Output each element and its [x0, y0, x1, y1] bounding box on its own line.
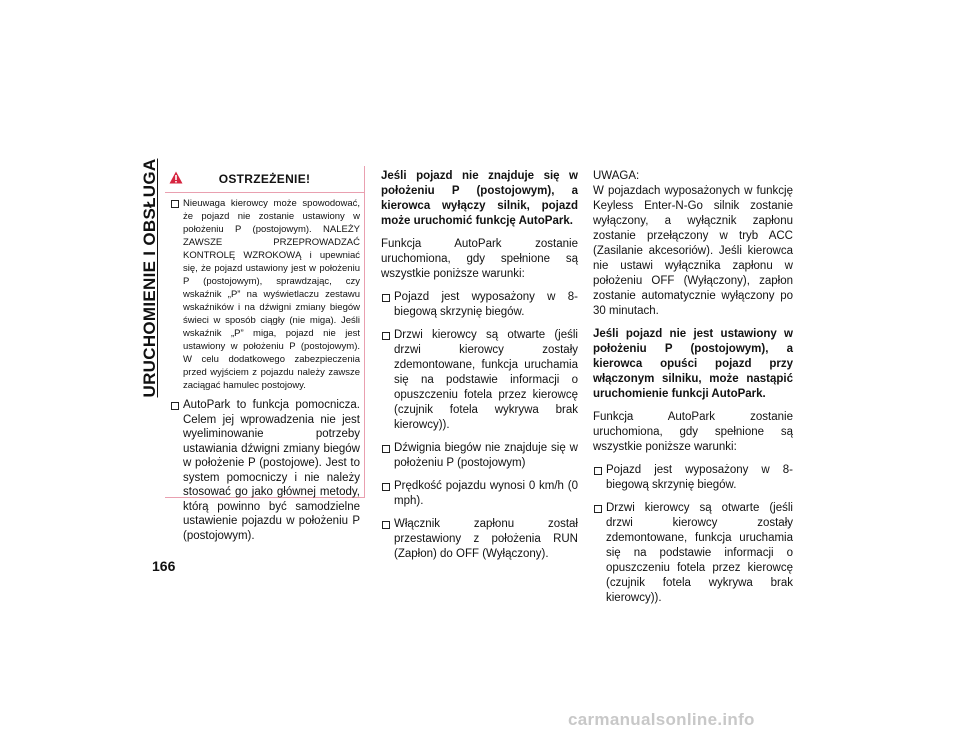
checkbox-bullet-icon — [382, 521, 390, 529]
middle-intro: Funkcja AutoPark zostanie uruchomiona, gdy spełnione są wszystkie poniższe warunki: — [381, 238, 578, 280]
warning-header — [165, 166, 364, 193]
list-item — [381, 517, 578, 562]
list-item — [593, 501, 793, 606]
warning-item — [170, 197, 360, 392]
checkbox-bullet-icon — [171, 200, 179, 208]
warning-title: OSTRZEŻENIE! — [218, 172, 311, 186]
list-item-text: Pojazd jest wyposażony w 8-biegową skrzynię biegów. — [394, 291, 578, 318]
list-item-text: Pojazd jest wyposażony w 8-biegową skrzynię biegów. — [606, 464, 793, 491]
right-column — [593, 169, 793, 614]
list-item-text: Włącznik zapłonu został przestawiony z położenia RUN (Zapłon) do OFF (Wyłączony). — [394, 518, 578, 560]
list-item — [381, 479, 578, 509]
checkbox-bullet-icon — [594, 505, 602, 513]
checkbox-bullet-icon — [171, 402, 179, 410]
middle-column — [381, 169, 578, 570]
list-item — [593, 463, 793, 493]
checkbox-bullet-icon — [382, 332, 390, 340]
checkbox-bullet-icon — [382, 294, 390, 302]
right-intro: Funkcja AutoPark zostanie uruchomiona, gdy spełnione są wszystkie poniższe warunki: — [593, 411, 793, 453]
warning-item-text: AutoPark to funkcja pomocnicza. Celem jej wprowadzenia nie jest wyeliminowanie potrzeby ustawiania dźwigni zmiany biegów w położenie P (postojowe). Jest to system pomocniczy i nie należy stosować go jako głównej metody, którą powinno być samodzielne ustawienie pojazdu w położeniu P (postojowym). — [183, 399, 360, 542]
warning-item — [170, 398, 360, 543]
watermark-text: carmanualsonline.info — [568, 710, 755, 729]
list-item-text: Drzwi kierowcy są otwarte (jeśli drzwi kierowcy zostały zdemontowane, funkcja uruchamia się na podstawie informacji o opuszczeniu fotela przez kierowcę (czujnik fotela wykrywa brak kierowcy)). — [394, 329, 578, 431]
checkbox-bullet-icon — [382, 445, 390, 453]
page-number: 166 — [152, 558, 176, 574]
checkbox-bullet-icon — [594, 467, 602, 475]
list-item-text: Drzwi kierowcy są otwarte (jeśli drzwi kierowcy zostały zdemontowane, funkcja uruchamia się na podstawie informacji o opuszczeniu fotela przez kierowcę (czujnik fotela wykrywa brak kierowcy)). — [606, 502, 793, 604]
warning-item-text: Nieuwaga kierowcy może spowodować, że pojazd nie zostanie ustawiony w położeniu P (postojowym). NALEŻY ZAWSZE PRZEPROWADZAĆ KONTROLĘ WZROKOWĄ i upewniać się, że pojazd ustawiony jest w położeniu P (postojowym), sprawdzając, czy wskaźnik „P” na wyświetlaczu zestawu wskaźników i na dźwigni zmiany biegów świeci w sposób ciągły (nie miga). Jeśli wskaźnik „P” miga, pojazd nie jest ustawiony w położeniu P (postojowym). W celu dodatkowego zabezpieczenia przed wyjściem z pojazdu należy zawsze zaciągać hamulec postojowy. — [183, 198, 360, 391]
note-label: UWAGA: — [593, 170, 640, 182]
list-item-text: Prędkość pojazdu wynosi 0 km/h (0 mph). — [394, 480, 578, 507]
note-text: W pojazdach wyposażonych w funkcję Keyless Enter-N-Go silnik zostanie wyłączony, a wyłącznik zapłonu zostanie przełączony w tryb ACC (Zasilanie akcesoriów). Jeśli kierowca nie ustawi wyłącznika zapłonu w położeniu OFF (Wyłączony), zapłon zostanie automatycznie wyłączony po 30 minutach. — [593, 185, 793, 317]
middle-heading: Jeśli pojazd nie znajduje się w położeniu P (postojowym), a kierowca wyłączy silnik, pojazd może uruchomić funkcję AutoPark. — [381, 170, 578, 227]
right-conditions-list — [593, 463, 793, 606]
middle-conditions-list — [381, 290, 578, 562]
right-heading: Jeśli pojazd nie jest ustawiony w położeniu P (postojowym), a kierowca opuści pojazd przy włączonym silniku, może nastąpić uruchomienie funkcji AutoPark. — [593, 328, 793, 400]
list-item-text: Dźwignia biegów nie znajduje się w położeniu P (postojowym) — [394, 442, 578, 469]
list-item — [381, 441, 578, 471]
section-title-vertical: URUCHOMIENIE I OBSŁUGA — [140, 158, 159, 398]
list-item — [381, 290, 578, 320]
checkbox-bullet-icon — [382, 483, 390, 491]
list-item — [381, 328, 578, 433]
warning-list — [170, 197, 360, 543]
warning-box — [165, 166, 365, 542]
